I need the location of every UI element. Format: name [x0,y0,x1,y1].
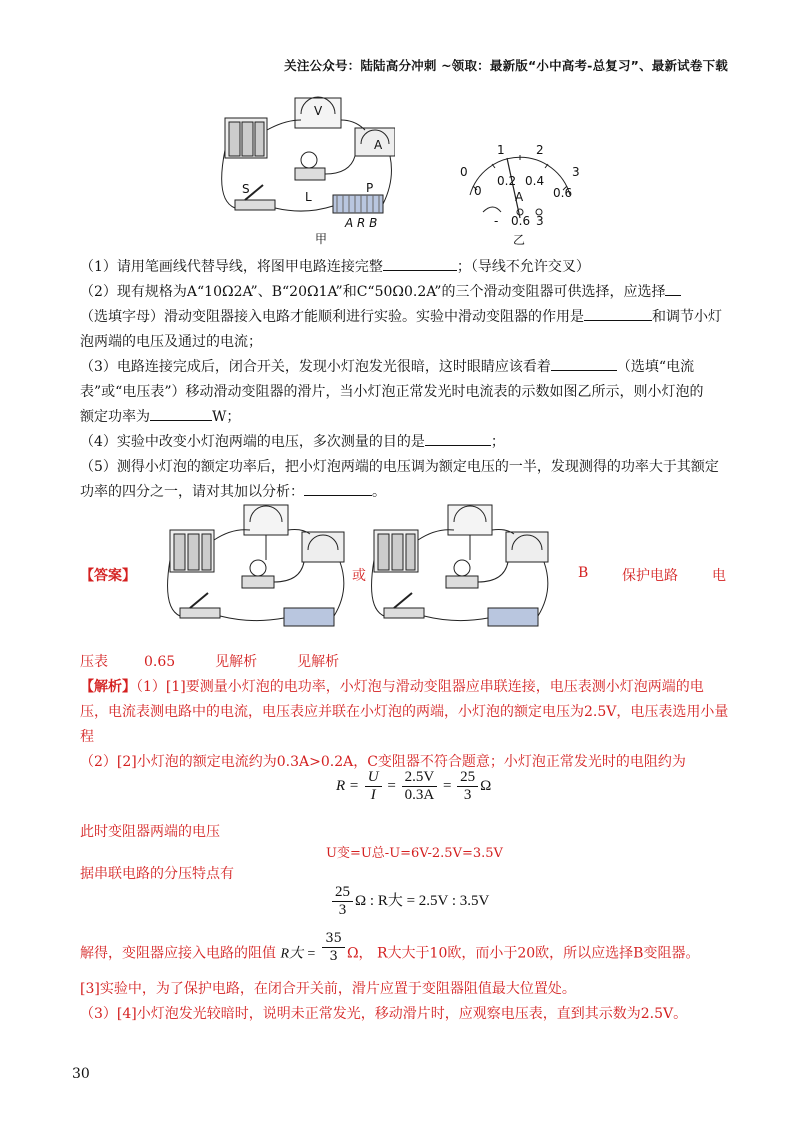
question-3-line-2: 表”或“电压表”）移动滑动变阻器的滑片，当小灯泡正常发光时电流表的示数如图乙所示，则小灯泡的 [80,384,704,400]
dial-outer-0: 0 [460,165,468,179]
analysis-line-1: 【解析】（1）[1]要测量小灯泡的电功率，小灯泡与滑动变阻器应串联连接，电压表测小灯泡两端的电 [80,679,704,695]
question-2-line-3: 泡两端的电压及通过的电流； [80,334,262,350]
page-number: 30 [72,1066,90,1082]
answer-dian: 电 [712,568,726,584]
page-header: 关注公众号：陆陆高分冲刺 ~领取：最新版“小中高考-总复习”、最新试卷下载 [284,58,728,73]
label-l: L [305,190,312,204]
question-5-line-1: （5）测得小灯泡的额定功率后，把小灯泡两端的电压调为额定电压的一半，发现测得的功率大于其额定 [80,459,719,475]
question-2-line-1: （2）现有规格为A“10Ω2A”、B“20Ω1A”和C“50Ω0.2A”的三个滑动变阻器可供选择，应选择 [80,281,681,301]
analysis-line-9: （3）[4]小灯泡发光较暗时，说明未正常发光，移动滑片时，应观察电压表，直到其示数为2.5V。 [80,1006,688,1022]
figure-caption-jia: 甲 [315,232,328,246]
dial-inner-04: 0.4 [525,174,545,188]
answer-or: 或 [352,568,366,584]
answer-circuit-1 [162,500,352,638]
question-3-line-1: （3）电路连接完成后，闭合开关，发现小灯泡发光很暗，这时眼睛应该看着 （选填“电流 [80,356,694,376]
equation-resistance: R = $\frac{U}{I}$ = $\frac{2.5V}{0.3A}$ = $\frac{25}{3}$ Ω [336,769,492,803]
label-v: V [314,104,323,118]
label-p: P [366,181,374,195]
dial-inner-06: 0.6 [553,186,573,200]
label-s: S [242,182,250,196]
terminal-06: 0.6 [511,214,531,228]
question-2-line-2: （选填字母）滑动变阻器接入电路才能顺利进行实验。实验中滑动变阻器的作用是 和调节小灯 [80,306,722,326]
question-4: （4）实验中改变小灯泡两端的电压，多次测量的目的是 ； [80,431,505,451]
dial-outer-1: 1 [497,143,505,157]
terminal-3: 3 [536,214,544,228]
question-5-line-2: 功率的四分之一，请对其加以分析： 。 [80,481,386,501]
answer-protect-circuit: 保护电路 [622,568,678,584]
label-a: A [374,138,383,152]
dial-outer-2: 2 [536,143,544,157]
analysis-line-8: [3]实验中，为了保护电路，在闭合开关前，滑片应置于变阻器阻值最大位置处。 [80,981,576,997]
analysis-line-4: （2）[2]小灯泡的额定电流约为0.3A>0.2A，C变阻器不符合题意；小灯泡正常发光时的电阻约为 [80,754,686,770]
dial-outer-3: 3 [572,165,580,179]
analysis-line-3: 程 [80,729,94,745]
equation-voltage: U变=U总-U=6V-2.5V=3.5V [326,846,503,861]
answer-label: 【答案】 [80,568,136,584]
dial-inner-02: 0.2 [497,174,517,188]
equation-ratio: $\frac{25}{3}$ Ω : R大 = 2.5V : 3.5V [330,884,489,919]
analysis-line-7: 解得，变阻器应接入电路的阻值 R大 = $\frac{35}{3}$ Ω， R大大于10欧，而小于20欧，所以应选择B变阻器。 [80,931,700,964]
answer-b: B [578,565,589,581]
answer-circuit-2 [366,500,556,638]
analysis-line-2: 压，电流表测电路中的电流，电压表应并联在小灯泡的两端，小灯泡的额定电压为2.5V，电压表选用小量 [80,704,729,720]
label-arb: A R B [345,216,378,230]
question-3-line-3: 额定功率为 W； [80,406,240,426]
figure-caption-yi: 乙 [513,233,526,247]
dial-inner-0: 0 [474,184,482,198]
dial-unit: A [515,190,524,204]
terminal-neg: - [494,214,499,228]
question-1: （1）请用笔画线代替导线，将图甲电路连接完整 ；（导线不允许交叉） [80,256,590,276]
answer-line-2: 压表 0.65 见解析 见解析 [80,654,340,670]
analysis-line-5: 此时变阻器两端的电压 [80,824,220,840]
analysis-line-6: 据串联电路的分压特点有 [80,866,234,882]
